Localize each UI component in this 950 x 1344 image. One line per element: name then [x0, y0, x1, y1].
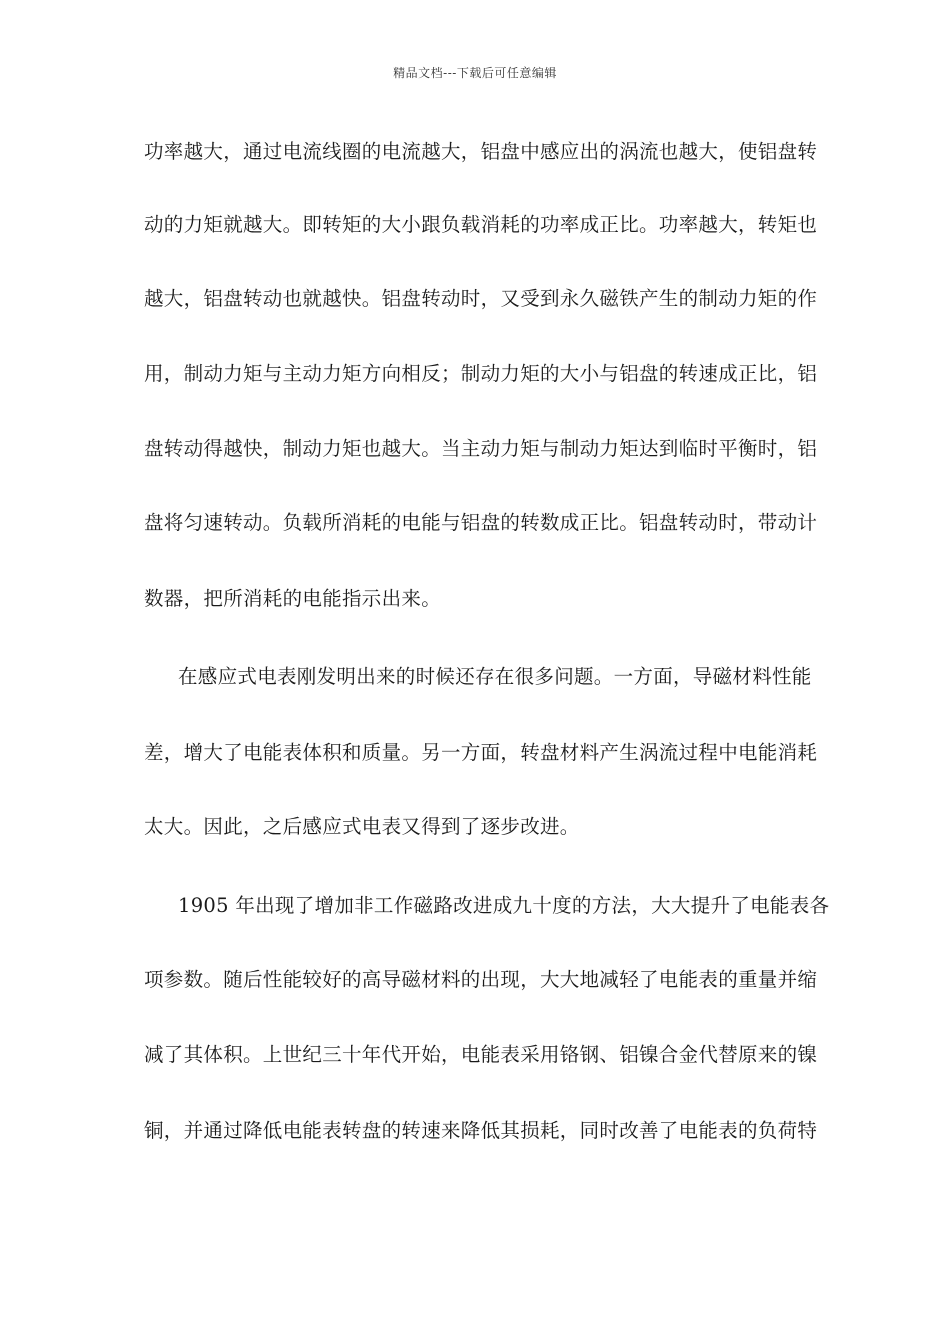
paragraph-3-line-3: 减了其体积。上世纪三十年代开始，电能表采用铬钢、铝镍合金代替原来的镍 [144, 1043, 818, 1066]
paragraph-1-line-7: 数器，把所消耗的电能指示出来。 [144, 587, 442, 610]
paragraph-3-line-4: 铜，并通过降低电能表转盘的转速来降低其损耗，同时改善了电能表的负荷特 [144, 1119, 818, 1142]
paragraph-1-line-2: 动的力矩就越大。即转矩的大小跟负载消耗的功率成正比。功率越大，转矩也 [144, 213, 818, 236]
paragraph-2-line-1: 在感应式电表刚发明出来的时候还存在很多问题。一方面，导磁材料性能 [178, 665, 812, 688]
paragraph-1-line-1: 功率越大，通过电流线圈的电流越大，铝盘中感应出的涡流也越大，使铝盘转 [144, 140, 818, 163]
page-header: 精品文档---下载后可任意编辑 [393, 66, 557, 80]
paragraph-1-line-3: 越大，铝盘转动也就越快。铝盘转动时，又受到永久磁铁产生的制动力矩的作 [144, 287, 818, 310]
paragraph-3-line-1: 1905 年出现了增加非工作磁路改进成九十度的方法，大大提升了电能表各 [178, 894, 830, 917]
paragraph-2-line-3: 太大。因此，之后感应式电表又得到了逐步改进。 [144, 815, 580, 838]
paragraph-3-line-2: 项参数。随后性能较好的高导磁材料的出现，大大地减轻了电能表的重量并缩 [144, 968, 818, 991]
paragraph-1-line-5: 盘转动得越快，制动力矩也越大。当主动力矩与制动力矩达到临时平衡时，铝 [144, 437, 818, 460]
paragraph-1-line-6: 盘将匀速转动。负载所消耗的电能与铝盘的转数成正比。铝盘转动时，带动计 [144, 511, 818, 534]
paragraph-2-line-2: 差，增大了电能表体积和质量。另一方面，转盘材料产生涡流过程中电能消耗 [144, 741, 818, 764]
paragraph-1-line-4: 用，制动力矩与主动力矩方向相反；制动力矩的大小与铝盘的转速成正比，铝 [144, 362, 818, 385]
